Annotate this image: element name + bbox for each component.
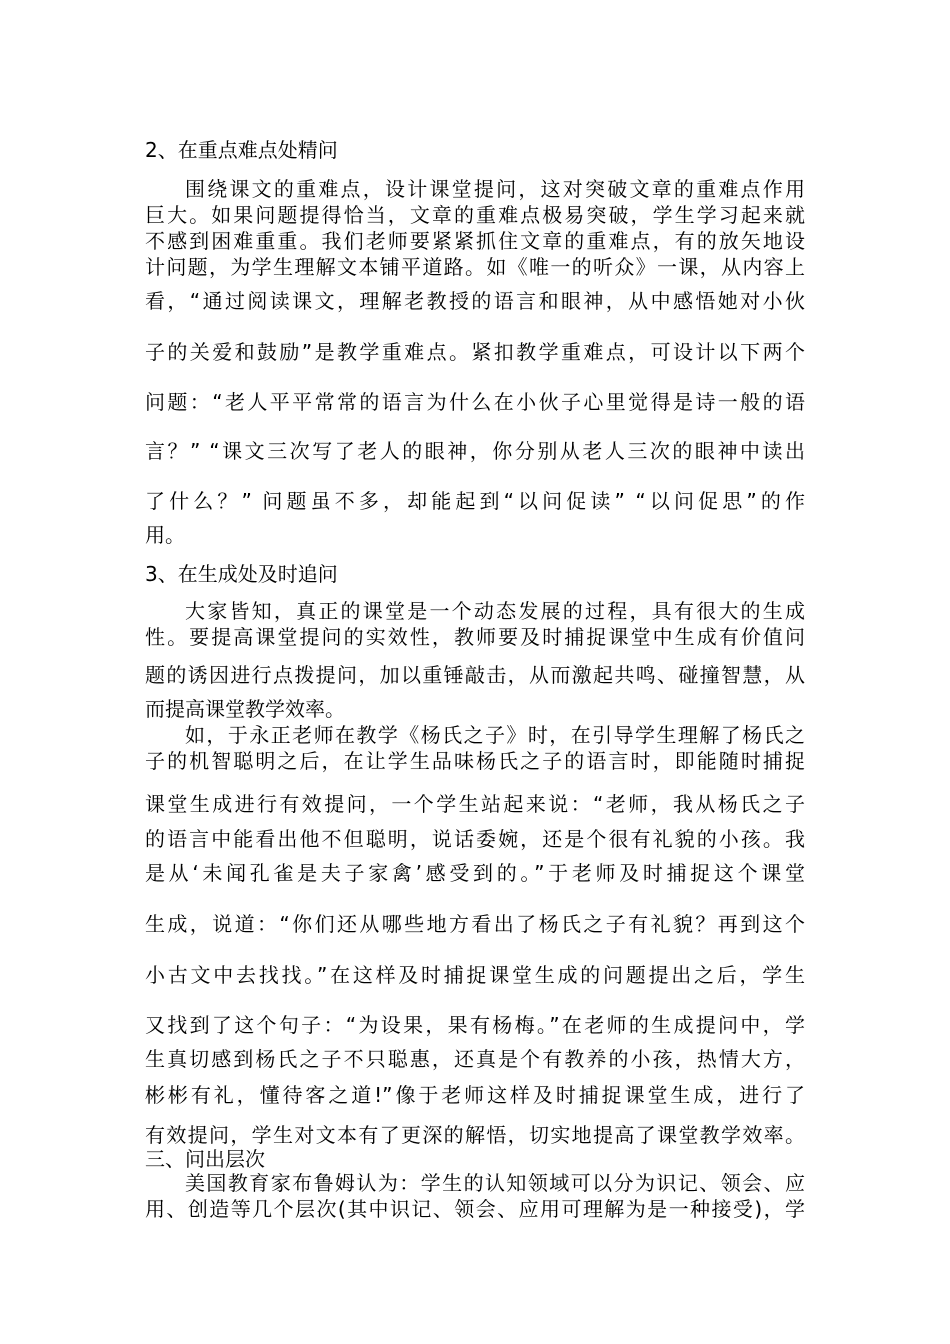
paragraph-line: 计问题，为学生理解文本铺平道路。如《唯一的听众》一课，从内容上 (145, 255, 805, 279)
paragraph-line: 生真切感到杨氏之子不只聪惠，还真是个有教养的小孩，热情大方， (145, 1047, 805, 1071)
paragraph-line: 了什么？” 问题虽不多，却能起到“以问促读” “以问促思”的作 (145, 489, 805, 513)
paragraph-line: 子的机智聪明之后，在让学生品味杨氏之子的语言时，即能随时捕捉 (145, 749, 805, 773)
paragraph-line: 用、创造等几个层次(其中识记、领会、应用可理解为是一种接受)，学 (145, 1197, 805, 1221)
paragraph-line: 生成，说道：“你们还从哪些地方看出了杨氏之子有礼貌？再到这个 (145, 912, 805, 936)
paragraph-line: 而提高课堂教学效率。 (145, 697, 345, 721)
paragraph-line: 看，“通过阅读课文，理解老教授的语言和眼神，从中感悟她对小伙 (145, 289, 805, 313)
paragraph-line: 课堂生成进行有效提问，一个学生站起来说：“老师，我从杨氏之子 (145, 792, 805, 816)
paragraph-line: 小古文中去找找。”在这样及时捕捉课堂生成的问题提出之后，学生 (145, 963, 805, 987)
section-heading-three: 三、问出层次 (145, 1147, 265, 1171)
section-heading-2: 2、在重点难点处精问 (145, 138, 338, 162)
paragraph-line: 子的关爱和鼓励”是教学重难点。紧扣教学重难点，可设计以下两个 (145, 340, 805, 364)
section-heading-3: 3、在生成处及时追问 (145, 562, 338, 586)
paragraph-line: 又找到了这个句子：“为设果，果有杨梅。”在老师的生成提问中，学 (145, 1013, 805, 1037)
paragraph-line: 问题：“老人平平常常的语言为什么在小伙子心里觉得是诗一般的语 (145, 390, 805, 414)
paragraph-line: 大家皆知，真正的课堂是一个动态发展的过程，具有很大的生成 (185, 599, 805, 623)
paragraph-line: 的语言中能看出他不但聪明，说话委婉，还是个很有礼貌的小孩。我 (145, 827, 805, 851)
paragraph-line: 言？” “课文三次写了老人的眼神，你分别从老人三次的眼神中读出 (145, 439, 805, 463)
paragraph-line: 巨大。如果问题提得恰当，文章的重难点极易突破，学生学习起来就 (145, 203, 805, 227)
paragraph-line: 题的诱因进行点拨提问，加以重锤敲击，从而激起共鸣、碰撞智慧，从 (145, 663, 805, 687)
paragraph-line: 如，于永正老师在教学《杨氏之子》时，在引导学生理解了杨氏之 (185, 723, 805, 747)
paragraph-line: 彬彬有礼，懂待客之道!”像于老师这样及时捕捉课堂生成，进行了 (145, 1083, 805, 1107)
paragraph-line: 是从‘未闻孔雀是夫子家禽’感受到的。”于老师及时捕捉这个课堂 (145, 861, 805, 885)
paragraph-line: 有效提问，学生对文本有了更深的解悟，切实地提高了课堂教学效率。 (145, 1123, 805, 1147)
paragraph-line: 性。要提高课堂提问的实效性，教师要及时捕捉课堂中生成有价值问 (145, 625, 805, 649)
paragraph-line: 用。 (145, 523, 185, 547)
paragraph-line: 围绕课文的重难点，设计课堂提问，这对突破文章的重难点作用 (185, 177, 805, 201)
paragraph-line: 美国教育家布鲁姆认为：学生的认知领域可以分为识记、领会、应 (185, 1171, 805, 1195)
paragraph-line: 不感到困难重重。我们老师要紧紧抓住文章的重难点，有的放矢地设 (145, 229, 805, 253)
